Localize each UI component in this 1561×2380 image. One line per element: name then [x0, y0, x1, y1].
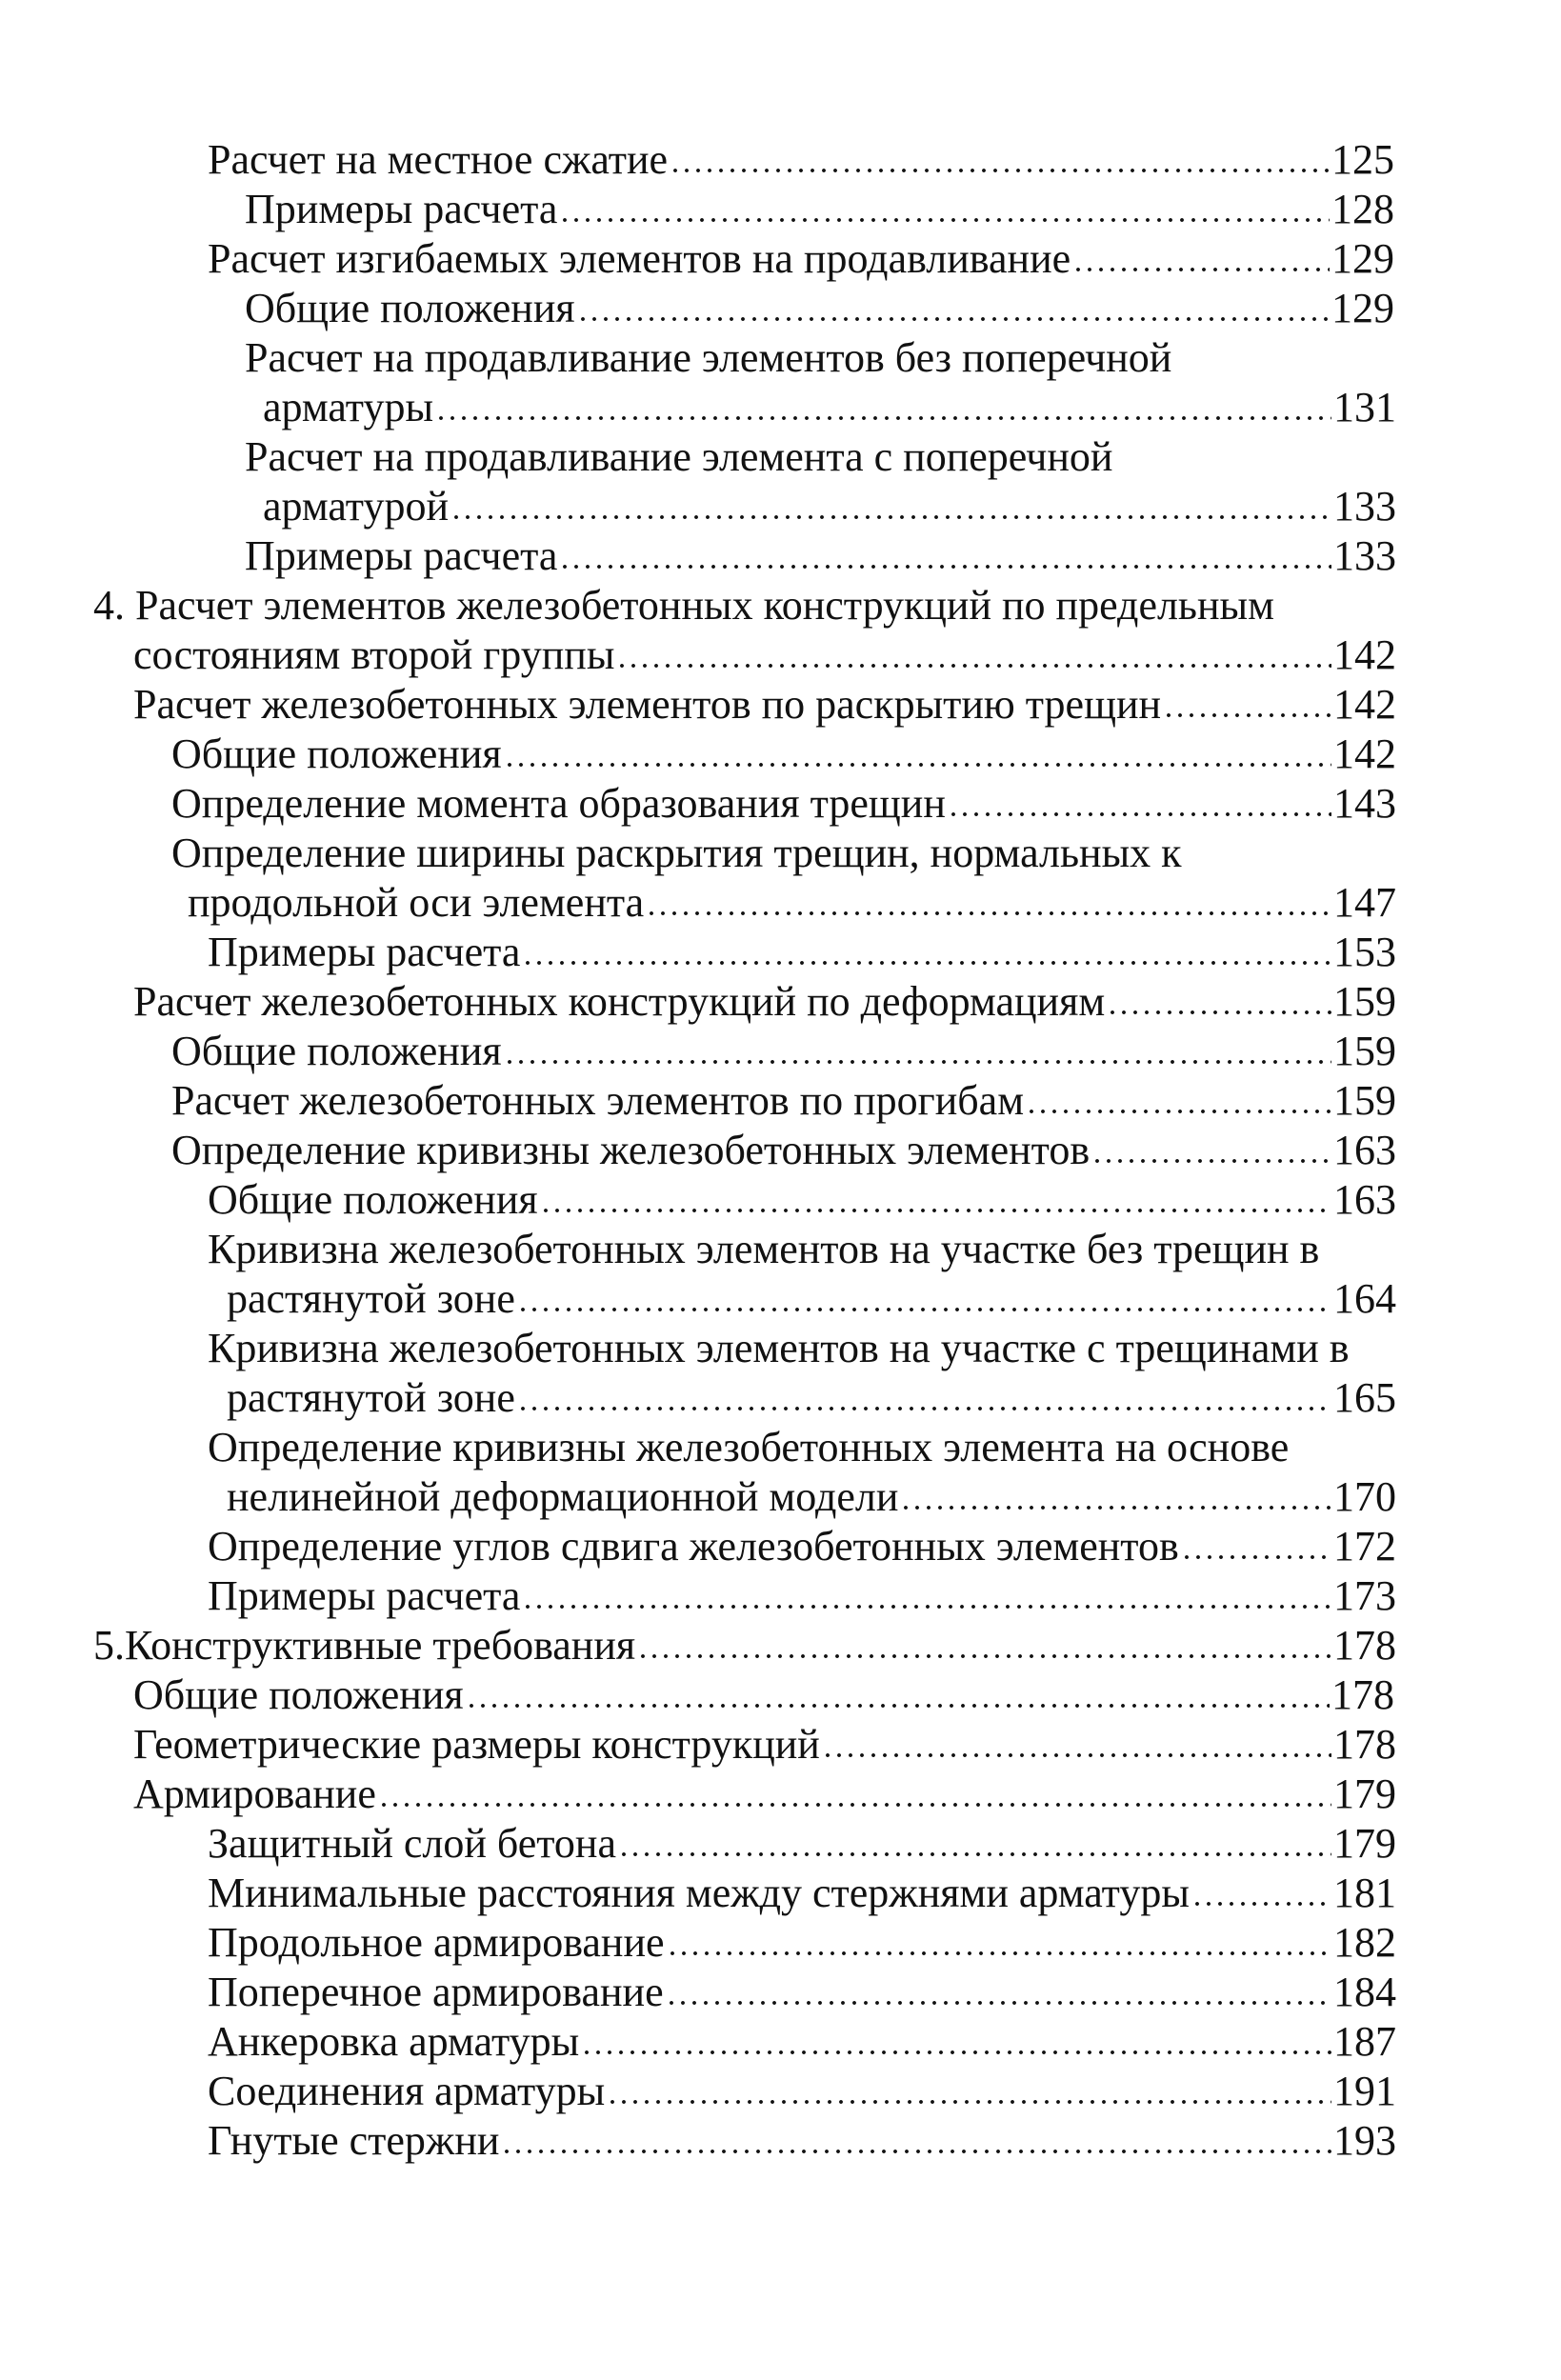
toc-entry-line: [208, 135, 1394, 185]
toc-entry: [0, 1324, 1561, 1423]
toc-entry: [0, 432, 1561, 531]
toc-entry-page-number: 165: [1333, 1374, 1396, 1421]
toc-entry: [0, 1126, 1561, 1175]
dot-leader: [378, 1775, 1331, 1808]
dot-leader: [522, 1577, 1331, 1610]
toc-entry-title: Общие положения: [245, 285, 575, 331]
toc-entry-page-number: 159: [1333, 1028, 1396, 1074]
toc-entry-title-line1: Кривизна железобетонных элементов на участке с трещинами в: [208, 1325, 1350, 1371]
toc-entry-line: [208, 1175, 1396, 1225]
toc-entry-page-number: 179: [1333, 1770, 1396, 1817]
toc-entry-line: [171, 1126, 1396, 1175]
toc-entry-page-number: 179: [1333, 1820, 1396, 1867]
toc-entry-line: [208, 2017, 1396, 2067]
toc-entry-title: Защитный слой бетона: [208, 1820, 616, 1867]
toc-entry-page-number: 143: [1333, 780, 1396, 827]
toc-entry: [0, 1522, 1561, 1571]
toc-entry-line: [208, 234, 1394, 284]
toc-entry-page-number: 170: [1333, 1473, 1396, 1520]
toc-entry-title: Определение углов сдвига железобетонных элементов: [208, 1523, 1179, 1570]
toc-entry-page-number: 129: [1331, 285, 1394, 331]
toc-entry-line: [245, 185, 1394, 234]
toc-entry-title: арматурой: [263, 483, 449, 530]
toc-entry: [0, 1027, 1561, 1076]
toc-entry-title: Примеры расчета: [245, 532, 558, 579]
dot-leader: [1091, 1131, 1331, 1164]
dot-leader: [517, 1280, 1331, 1312]
dot-leader: [450, 488, 1331, 520]
toc-entry-page-number: 184: [1333, 1969, 1396, 2015]
toc-entry-title: Примеры расчета: [245, 186, 558, 232]
dot-leader: [1191, 1874, 1331, 1907]
dot-leader: [666, 1973, 1331, 2006]
dot-leader: [1181, 1528, 1331, 1560]
dot-leader: [1107, 983, 1331, 1015]
toc-entry-page-number: 133: [1333, 483, 1396, 530]
toc-entry: [0, 1819, 1561, 1869]
toc-entry-line: [133, 1720, 1396, 1770]
toc-entry: [0, 730, 1561, 779]
toc-entry-line: [188, 878, 1396, 928]
toc-entry-page-number: 129: [1331, 235, 1394, 282]
toc-entry-title: Примеры расчета: [208, 929, 521, 975]
toc-entry-line: [171, 779, 1396, 829]
toc-entry-title: Общие положения: [208, 1176, 538, 1223]
toc-entry: [0, 2017, 1561, 2067]
toc-entry-title: Анкеровка арматуры: [208, 2018, 580, 2065]
toc-entry: [0, 1423, 1561, 1522]
dot-leader: [618, 1825, 1331, 1857]
toc-entry-title: Определение кривизны железобетонных элементов: [171, 1127, 1091, 1173]
toc-entry: [0, 1770, 1561, 1819]
toc-entry-title: Общие положения: [171, 730, 502, 777]
toc-entry-page-number: 193: [1333, 2117, 1396, 2164]
dot-leader: [577, 290, 1330, 322]
toc-entry-line: [171, 1076, 1396, 1126]
toc-entry: [0, 531, 1561, 581]
toc-entry-title: состояниям второй группы: [133, 631, 615, 678]
toc-entry-title: растянутой зоне: [227, 1374, 515, 1421]
dot-leader: [1072, 240, 1330, 272]
dot-leader: [435, 389, 1331, 421]
dot-leader: [504, 1032, 1331, 1065]
toc-entry-page-number: 142: [1333, 730, 1396, 777]
toc-entry-line: [208, 1522, 1396, 1571]
toc-entry-title-line1: Расчет на продавливание элементов без поперечной: [245, 334, 1172, 381]
dot-leader: [540, 1181, 1331, 1213]
toc-entry-page-number: 191: [1333, 2068, 1396, 2114]
dot-leader: [517, 1379, 1331, 1411]
dot-leader: [637, 1627, 1331, 1659]
toc-entry-line: [245, 531, 1396, 581]
dot-leader: [504, 735, 1331, 768]
toc-entry-page-number: 142: [1333, 681, 1396, 728]
toc-entry-page-number: 187: [1333, 2018, 1396, 2065]
toc-entry-title: нелинейной деформационной модели: [227, 1473, 899, 1520]
toc-entry-title: Армирование: [133, 1770, 376, 1817]
toc-entry-title: Гнутые стержни: [208, 2117, 500, 2164]
toc-entry-title-line1: Кривизна железобетонных элементов на участке без трещин в: [208, 1226, 1320, 1272]
toc-entry-page-number: 178: [1333, 1622, 1396, 1669]
toc-entry-line: [133, 1770, 1396, 1819]
toc-entry-line: [133, 1670, 1394, 1720]
toc-entry-line: [263, 482, 1396, 531]
toc-entry-line: [208, 1819, 1396, 1869]
dot-leader: [900, 1478, 1331, 1510]
toc-entry-page-number: 163: [1333, 1176, 1396, 1223]
toc-entry-page-number: 133: [1333, 532, 1396, 579]
toc-entry-page-number: 159: [1333, 978, 1396, 1025]
toc-entry-title: Минимальные расстояния между стержнями арматуры: [208, 1870, 1190, 1916]
toc-entry-page-number: 131: [1333, 384, 1396, 430]
toc-entry: [0, 680, 1561, 730]
toc-entry: [0, 2067, 1561, 2116]
dot-leader: [1026, 1082, 1331, 1114]
toc-entry-title: Продольное армирование: [208, 1919, 665, 1966]
toc-entry-title: Общие положения: [133, 1671, 464, 1718]
table-of-contents: [0, 135, 1561, 2166]
toc-entry-line: [227, 1373, 1396, 1423]
toc-entry-title: Расчет на местное сжатие: [208, 136, 669, 183]
toc-entry-title: 5.Конструктивные требования: [93, 1622, 636, 1669]
toc-entry-title: Расчет изгибаемых элементов на продавливание: [208, 235, 1071, 282]
toc-entry: [0, 581, 1561, 680]
toc-entry: [0, 1571, 1561, 1621]
toc-entry-line: [133, 630, 1396, 680]
toc-entry: [0, 928, 1561, 977]
toc-entry: [0, 135, 1561, 185]
dot-leader: [559, 537, 1331, 570]
toc-entry-line: [263, 383, 1396, 432]
dot-leader: [670, 141, 1330, 173]
toc-entry: [0, 977, 1561, 1027]
dot-leader: [948, 785, 1331, 817]
dot-leader: [559, 190, 1330, 223]
toc-entry-title: Геометрические размеры конструкций: [133, 1721, 820, 1768]
toc-entry: [0, 1175, 1561, 1225]
toc-entry-line: [208, 1571, 1396, 1621]
toc-entry-line: [208, 1968, 1396, 2017]
toc-entry-title: арматуры: [263, 384, 434, 430]
toc-entry-line: [171, 730, 1396, 779]
toc-entry-line: [133, 680, 1396, 730]
toc-entry-page-number: 173: [1333, 1572, 1396, 1619]
toc-entry: [0, 333, 1561, 432]
toc-entry: [0, 1869, 1561, 1918]
toc-entry-line: [133, 977, 1396, 1027]
toc-entry-title-line1: Определение кривизны железобетонных элемента на основе: [208, 1424, 1290, 1470]
toc-entry-page-number: 178: [1331, 1671, 1394, 1718]
toc-entry-page-number: 128: [1331, 186, 1394, 232]
toc-entry-line: [208, 2067, 1396, 2116]
dot-leader: [616, 636, 1331, 669]
toc-entry-title-line1: Определение ширины раскрытия трещин, нормальных к: [171, 830, 1182, 876]
dot-leader: [1163, 686, 1331, 718]
toc-entry-line: [245, 284, 1394, 333]
toc-entry-line: [208, 928, 1396, 977]
toc-entry: [0, 1720, 1561, 1770]
toc-entry-page-number: 181: [1333, 1870, 1396, 1916]
toc-entry-title: растянутой зоне: [227, 1275, 515, 1322]
toc-entry-page-number: 153: [1333, 929, 1396, 975]
toc-entry: [0, 1621, 1561, 1670]
toc-entry-line: [208, 1918, 1396, 1968]
toc-entry-page-number: 159: [1333, 1077, 1396, 1124]
toc-entry-line: [227, 1274, 1396, 1324]
toc-entry-page-number: 178: [1333, 1721, 1396, 1768]
toc-entry-line: [171, 1027, 1396, 1076]
toc-entry: [0, 779, 1561, 829]
toc-entry: [0, 284, 1561, 333]
toc-entry: [0, 1076, 1561, 1126]
toc-entry: [0, 185, 1561, 234]
dot-leader: [667, 1924, 1331, 1956]
toc-entry-title: продольной оси элемента: [188, 879, 645, 926]
dot-leader: [522, 933, 1331, 966]
dot-leader: [501, 2122, 1331, 2154]
dot-leader: [822, 1726, 1331, 1758]
toc-entry: [0, 234, 1561, 284]
toc-entry-page-number: 182: [1333, 1919, 1396, 1966]
toc-entry-page-number: 172: [1333, 1523, 1396, 1570]
toc-entry-title-line1: Расчет на продавливание элемента с поперечной: [245, 433, 1113, 480]
dot-leader: [646, 884, 1331, 916]
dot-leader: [581, 2023, 1331, 2055]
toc-entry-title-line1: 4. Расчет элементов железобетонных конструкций по предельным: [93, 582, 1274, 629]
toc-entry: [0, 1918, 1561, 1968]
dot-leader: [607, 2072, 1331, 2105]
toc-entry-line: [208, 1869, 1396, 1918]
toc-entry: [0, 829, 1561, 928]
toc-entry-title: Общие положения: [171, 1028, 502, 1074]
toc-entry-line: [93, 1621, 1396, 1670]
toc-entry-page-number: 163: [1333, 1127, 1396, 1173]
toc-entry-line: [227, 1472, 1396, 1522]
toc-entry: [0, 1968, 1561, 2017]
toc-entry: [0, 1670, 1561, 1720]
toc-entry-page-number: 142: [1333, 631, 1396, 678]
toc-entry-title: Расчет железобетонных конструкций по деформациям: [133, 978, 1106, 1025]
toc-entry-title: Соединения арматуры: [208, 2068, 606, 2114]
toc-entry: [0, 1225, 1561, 1324]
toc-entry-page-number: 147: [1333, 879, 1396, 926]
toc-entry-title: Расчет железобетонных элементов по прогибам: [171, 1077, 1025, 1124]
toc-entry-title: Примеры расчета: [208, 1572, 521, 1619]
toc-entry-title: Расчет железобетонных элементов по раскрытию трещин: [133, 681, 1162, 728]
toc-entry-page-number: 164: [1333, 1275, 1396, 1322]
toc-entry-line: [208, 2116, 1396, 2166]
toc-entry: [0, 2116, 1561, 2166]
toc-entry-title: Поперечное армирование: [208, 1969, 664, 2015]
dot-leader: [466, 1676, 1330, 1709]
toc-entry-title: Определение момента образования трещин: [171, 780, 946, 827]
toc-entry-page-number: 125: [1331, 136, 1394, 183]
